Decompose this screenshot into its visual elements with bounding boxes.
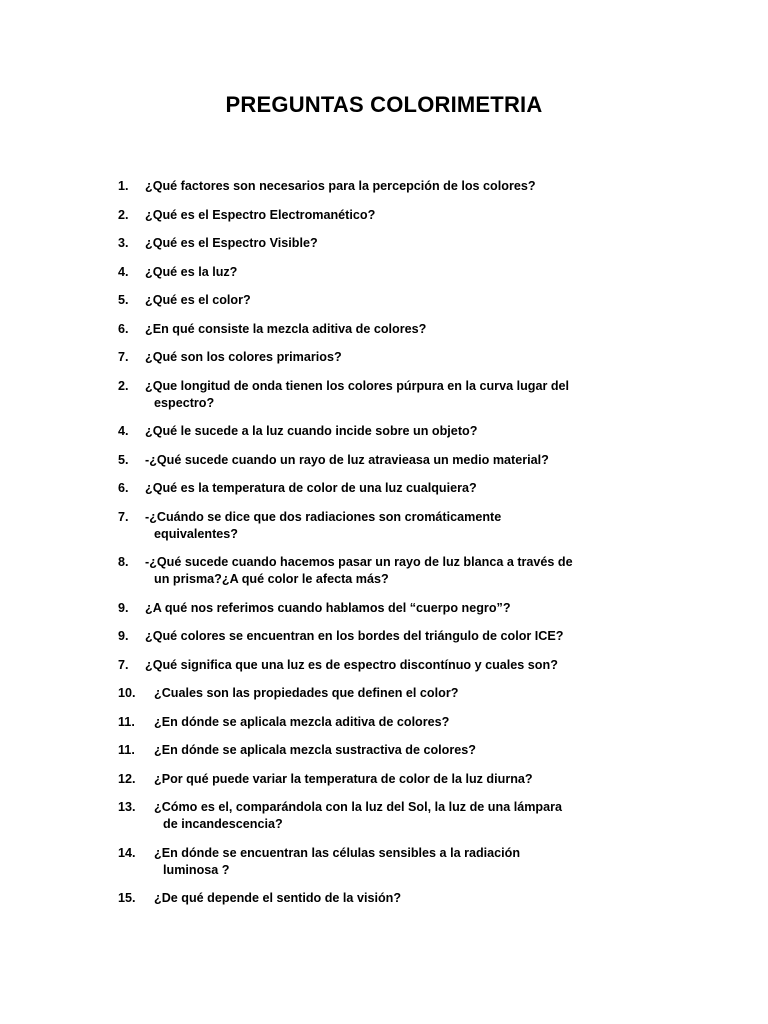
question-number: 9. xyxy=(118,600,129,615)
question-number: 7. xyxy=(118,657,129,672)
question-text: ¿Qué colores se encuentran en los bordes del triángulo de color ICE? xyxy=(145,629,564,643)
question-text: ¿Qué es el Espectro Electromanético? xyxy=(145,207,376,222)
question-text: ¿En qué consiste la mezcla aditiva de colores? xyxy=(145,321,427,336)
question-text: ¿Qué es la luz? xyxy=(145,264,238,279)
question-number: 4. xyxy=(118,264,129,279)
question-text-block xyxy=(145,509,658,543)
question-text-continuation: un prisma?¿A qué color le afecta más? xyxy=(154,572,389,586)
question-text: ¿En dónde se aplicala mezcla aditiva de colores? xyxy=(154,714,450,729)
question-item xyxy=(118,349,658,366)
question-number: 7. xyxy=(118,350,129,364)
question-text: ¿Qué factores son necesarios para la percepción de los colores? xyxy=(145,179,536,193)
question-text-block xyxy=(154,845,658,879)
question-text: ¿Por qué puede variar la temperatura de color de la luz diurna? xyxy=(154,771,533,786)
question-number: 12. xyxy=(118,771,136,786)
question-number: 5. xyxy=(118,293,129,307)
question-text-continuation: de incandescencia? xyxy=(163,817,283,831)
question-number: 6. xyxy=(118,481,129,495)
question-number: 1. xyxy=(118,179,129,193)
question-number: 5. xyxy=(118,452,129,467)
question-text: ¿Que longitud de onda tienen los colores púrpura en la curva lugar del xyxy=(145,378,570,393)
question-number: 15. xyxy=(118,891,136,905)
question-item xyxy=(118,509,658,543)
question-text: ¿Qué es la temperatura de color de una luz cualquiera? xyxy=(145,481,477,495)
question-text-block xyxy=(145,423,658,440)
question-item xyxy=(118,890,658,907)
question-number: 2. xyxy=(118,378,129,393)
question-text-block xyxy=(145,264,658,281)
question-text: ¿En dónde se aplicala mezcla sustractiva de colores? xyxy=(154,743,476,757)
question-text-block xyxy=(145,321,658,338)
question-text-block xyxy=(145,349,658,366)
question-item xyxy=(118,628,658,645)
question-number: 7. xyxy=(118,509,129,524)
page-title: PREGUNTAS COLORIMETRIA xyxy=(225,92,543,117)
question-text-continuation: espectro? xyxy=(154,395,215,410)
question-text-block xyxy=(145,628,658,645)
question-text: -¿Cuándo se dice que dos radiaciones son cromáticamente xyxy=(145,509,502,524)
question-text-block xyxy=(145,378,658,412)
question-number: 9. xyxy=(118,629,129,643)
question-text-continuation: luminosa ? xyxy=(163,862,230,877)
question-text-block xyxy=(145,235,658,252)
question-text-block xyxy=(145,178,658,195)
question-item xyxy=(118,845,658,879)
question-text-block xyxy=(145,554,658,588)
question-text-block xyxy=(145,207,658,224)
question-number: 3. xyxy=(118,236,129,250)
question-item xyxy=(118,799,658,833)
question-item xyxy=(118,321,658,338)
question-number: 13. xyxy=(118,800,136,814)
question-text-block xyxy=(145,452,658,469)
question-number: 14. xyxy=(118,845,136,860)
question-item xyxy=(118,685,658,702)
question-text-block xyxy=(154,742,658,759)
question-item xyxy=(118,452,658,469)
question-item xyxy=(118,207,658,224)
question-number: 10. xyxy=(118,686,136,700)
question-text: -¿Qué sucede cuando un rayo de luz atravieasa un medio material? xyxy=(145,452,549,467)
question-text-block xyxy=(145,292,658,309)
question-text-block xyxy=(154,714,658,731)
question-text: ¿Qué significa que una luz es de espectro discontínuo y cuales son? xyxy=(145,657,558,672)
question-text-block xyxy=(154,890,658,907)
question-text-block xyxy=(154,771,658,788)
question-text-block xyxy=(154,685,658,702)
question-item xyxy=(118,771,658,788)
question-text: ¿Qué es el Espectro Visible? xyxy=(145,236,318,250)
question-item xyxy=(118,292,658,309)
question-list xyxy=(118,178,658,919)
question-number: 6. xyxy=(118,321,129,336)
question-item xyxy=(118,480,658,497)
question-text: ¿Qué son los colores primarios? xyxy=(145,350,342,364)
question-item xyxy=(118,423,658,440)
question-number: 8. xyxy=(118,555,129,569)
question-number: 2. xyxy=(118,207,129,222)
question-text: ¿Qué es el color? xyxy=(145,293,251,307)
question-text-block xyxy=(145,657,658,674)
question-text-block xyxy=(154,799,658,833)
question-item xyxy=(118,714,658,731)
question-item xyxy=(118,554,658,588)
question-number: 11. xyxy=(118,714,135,729)
question-item xyxy=(118,657,658,674)
question-text-block xyxy=(145,480,658,497)
question-text: ¿A qué nos referimos cuando hablamos del “cuerpo negro”? xyxy=(145,600,511,615)
question-item xyxy=(118,742,658,759)
question-item xyxy=(118,264,658,281)
question-text-continuation: equivalentes? xyxy=(154,526,238,541)
question-text: ¿De qué depende el sentido de la visión? xyxy=(154,891,402,905)
question-text: ¿Cómo es el, comparándola con la luz del Sol, la luz de una lámpara xyxy=(154,800,562,814)
question-text: ¿En dónde se encuentran las células sensibles a la radiación xyxy=(154,845,521,860)
question-text: ¿Qué le sucede a la luz cuando incide sobre un objeto? xyxy=(145,424,478,438)
question-item xyxy=(118,235,658,252)
question-text: ¿Cuales son las propiedades que definen el color? xyxy=(154,686,459,700)
question-item xyxy=(118,178,658,195)
question-text-block xyxy=(145,600,658,617)
question-item xyxy=(118,600,658,617)
question-number: 11. xyxy=(118,743,135,757)
question-number: 4. xyxy=(118,424,129,438)
question-item xyxy=(118,378,658,412)
question-text: -¿Qué sucede cuando hacemos pasar un rayo de luz blanca a través de xyxy=(145,555,573,569)
